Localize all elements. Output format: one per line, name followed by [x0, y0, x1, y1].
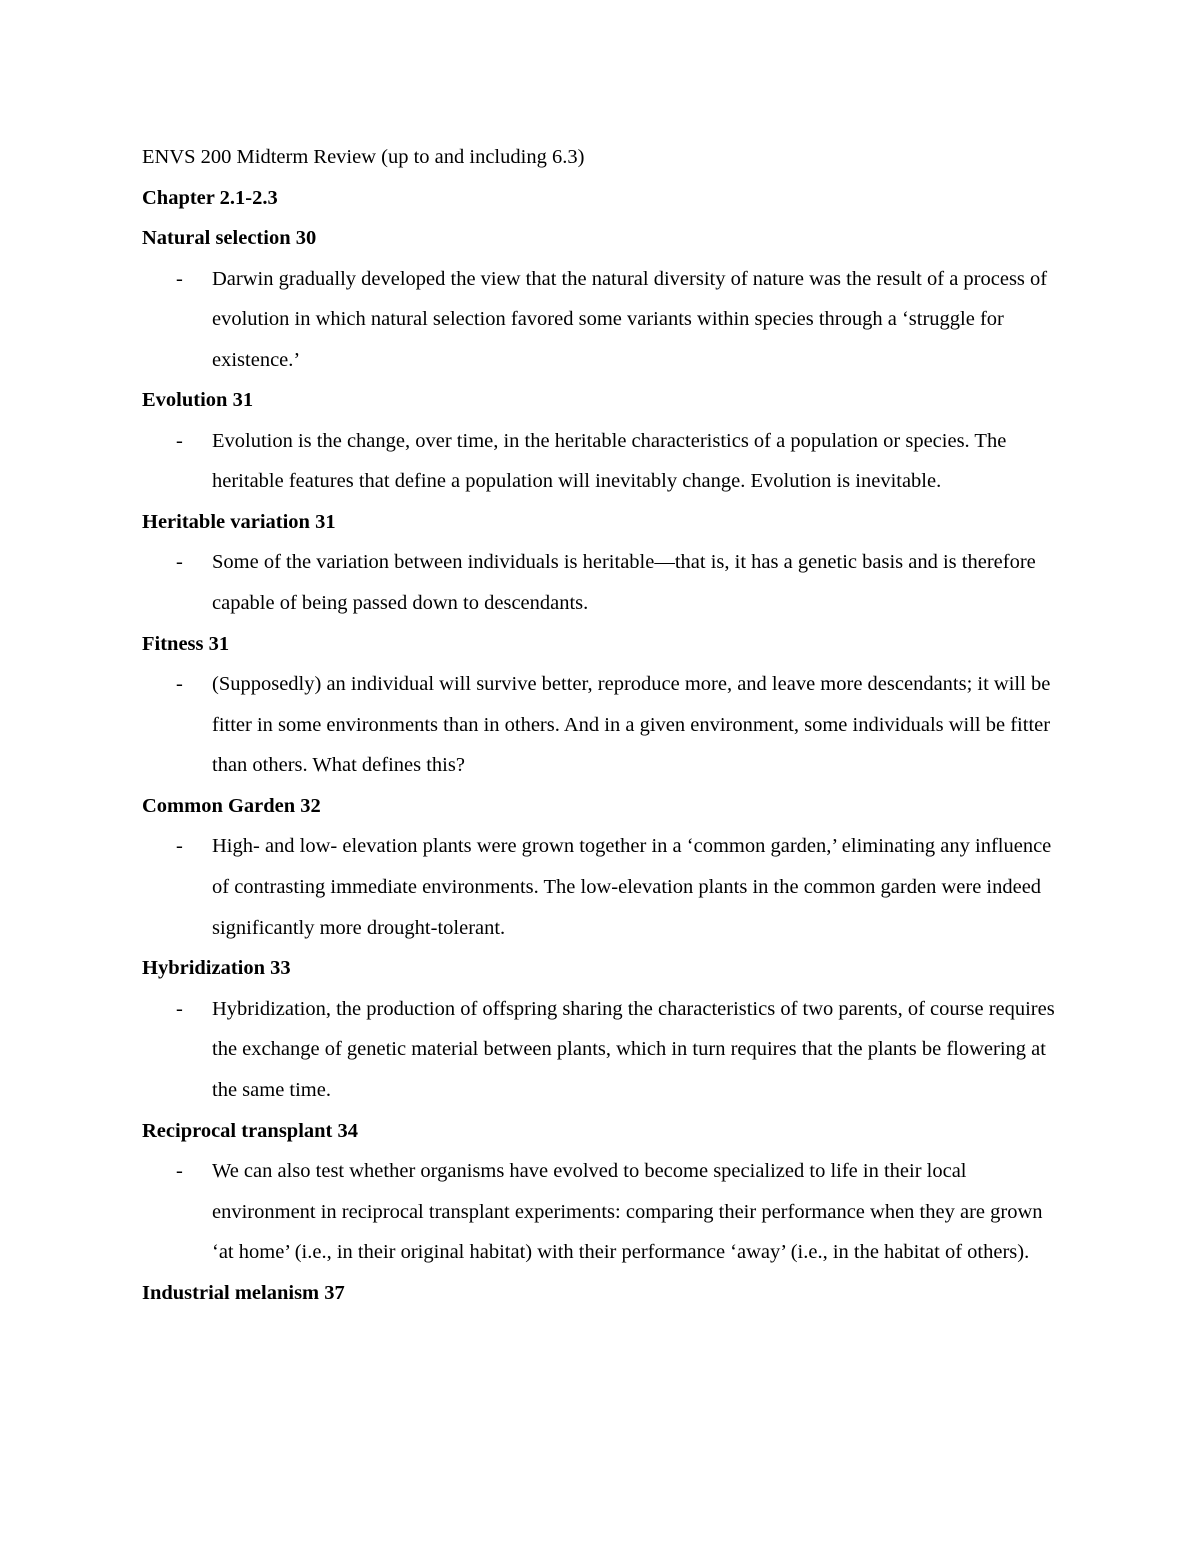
section-heading: Reciprocal transplant 34: [142, 1119, 359, 1142]
section-common-garden: [142, 786, 1062, 948]
bullet-dash: -: [176, 267, 183, 290]
document-title: ENVS 200 Midterm Review (up to and including 6.3): [142, 146, 585, 168]
list-item-text: (Supposedly) an individual will survive better, reproduce more, and leave more descendants; it will be fitter in some environments than in others. And in a given environment, some individuals will be fitter than others. What defines this?: [212, 673, 1051, 777]
section-heading: Chapter 2.1-2.3: [142, 186, 278, 209]
section-heritable-variation: [142, 502, 1062, 624]
list-item: [142, 542, 1062, 623]
bullet-dash: -: [176, 551, 183, 574]
list-item: [142, 259, 1062, 381]
list-item-text: Darwin gradually developed the view that the natural diversity of nature was the result of a process of evolution in which natural selection favored some variants within species through a ‘struggle for existence.’: [212, 267, 1048, 371]
section-heading: Heritable variation 31: [142, 510, 336, 533]
section-fitness: [142, 624, 1062, 786]
section-heading: Hybridization 33: [142, 957, 291, 980]
bullet-dash: -: [176, 997, 183, 1020]
bullet-dash: -: [176, 429, 183, 452]
section-heading: Natural selection 30: [142, 227, 317, 249]
section-heading: Evolution 31: [142, 389, 254, 412]
section-chapter: [142, 178, 1062, 219]
bullet-dash: -: [176, 835, 183, 858]
section-evolution: [142, 380, 1062, 502]
list-item: [142, 664, 1062, 786]
list-item: [142, 989, 1062, 1111]
list-item-text: Some of the variation between individuals is heritable—that is, it has a genetic basis and is therefore capable of being passed down to descendants.: [212, 551, 1036, 615]
section-natural-selection: [142, 218, 1062, 380]
section-heading: Fitness 31: [142, 632, 230, 655]
list-item-text: We can also test whether organisms have evolved to become specialized to life in their local environment in reciprocal transplant experiments: comparing their performance when they are grown ‘at home’ (i.e., in their original habitat) with their performance ‘away’ (i.e., in the habitat of others).: [212, 1160, 1043, 1264]
document-page: [142, 137, 1062, 1313]
list-item: [142, 826, 1062, 948]
list-item-text: Hybridization, the production of offspring sharing the characteristics of two parents, of course requires the exchange of genetic material between plants, which in turn requires that the plants be flowering at the same time.: [212, 997, 1055, 1101]
section-heading: Common Garden 32: [142, 794, 321, 817]
section-heading: Industrial melanism 37: [142, 1281, 345, 1304]
list-item: [142, 1151, 1062, 1273]
section-reciprocal-transplant: [142, 1111, 1062, 1273]
section-hybridization: [142, 948, 1062, 1110]
list-item-text: Evolution is the change, over time, in the heritable characteristics of a population or species. The heritable features that define a population will inevitably change. Evolution is inevitable.: [212, 429, 1007, 493]
list-item-text: High- and low- elevation plants were grown together in a ‘common garden,’ eliminating any influence of contrasting immediate environments. The low-elevation plants in the common garden were indeed significantly more drought-tolerant.: [212, 835, 1052, 939]
bullet-dash: -: [176, 1160, 183, 1182]
list-item: [142, 421, 1062, 502]
bullet-dash: -: [176, 673, 183, 696]
section-industrial-melanism: [142, 1273, 1062, 1314]
